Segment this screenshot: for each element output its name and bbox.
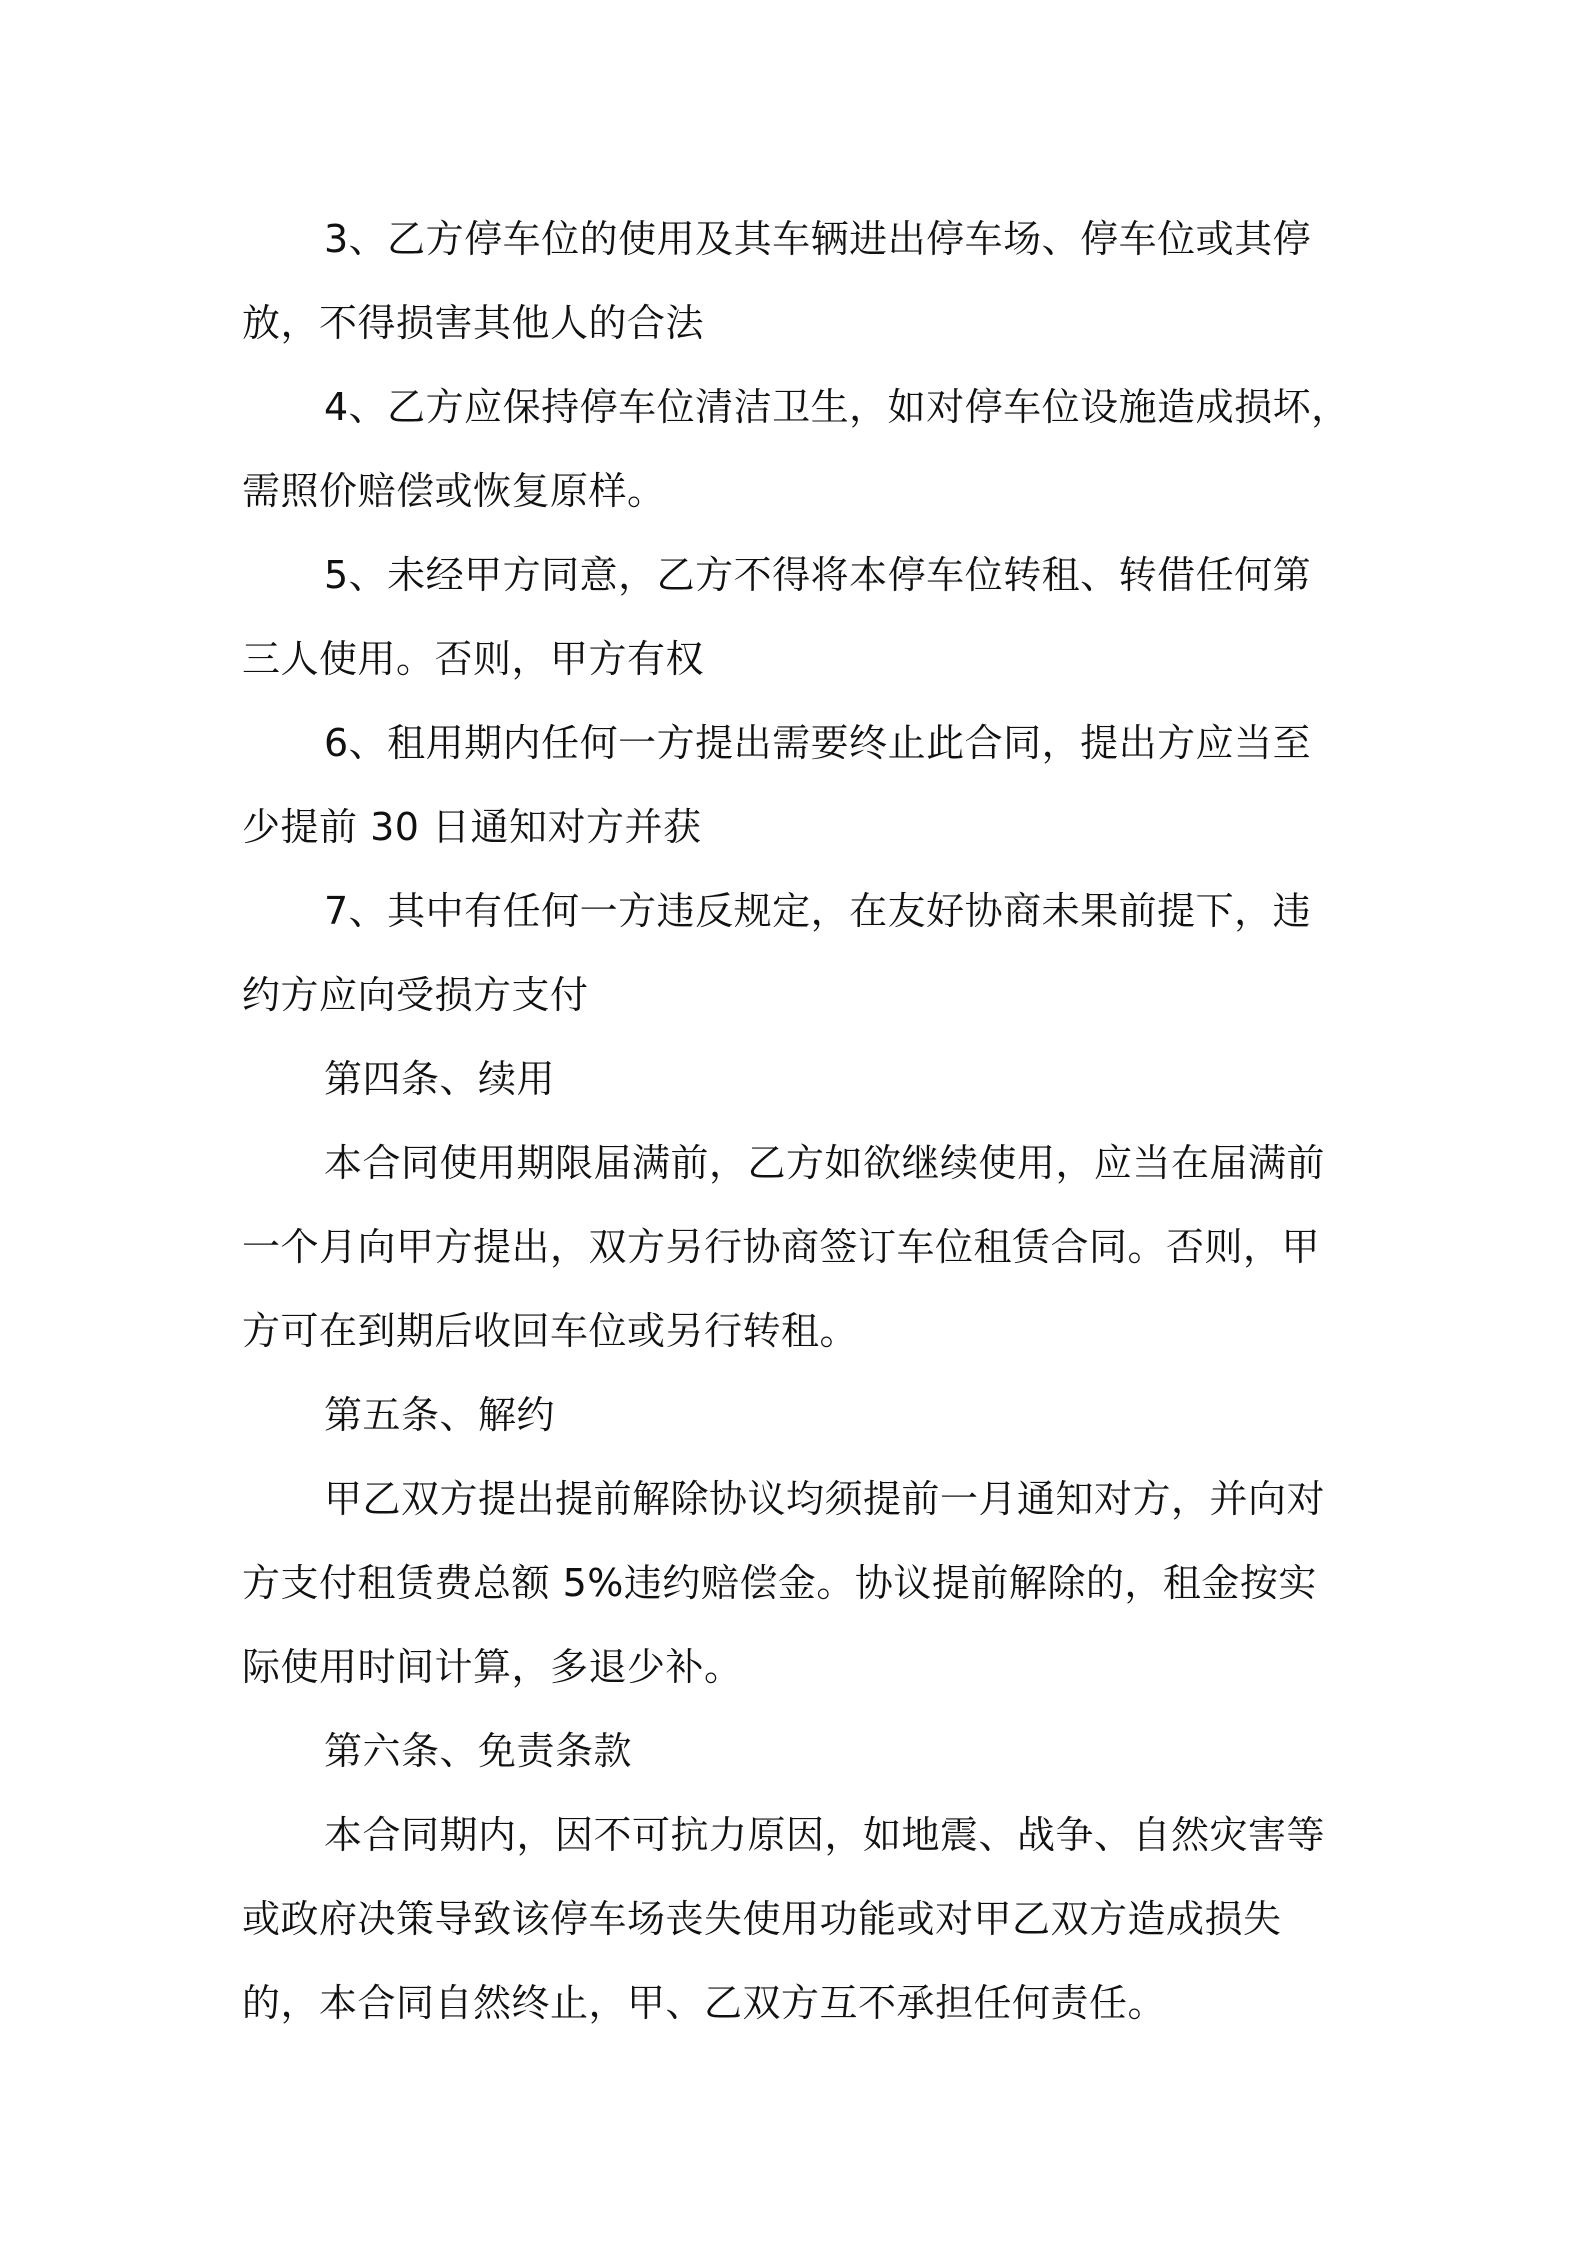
text-line: 一个月向甲方提出，双方另行协商签订车位租赁合同。否则，甲	[242, 1225, 1321, 1269]
text-line: 需照价赔偿或恢复原样。	[242, 469, 666, 513]
text-line: 第五条、解约	[324, 1393, 556, 1437]
document-body	[242, 197, 1357, 2045]
text-line: 本合同使用期限届满前，乙方如欲继续使用，应当在届满前	[324, 1141, 1326, 1185]
paragraph	[242, 1457, 1357, 1709]
text-line: 第六条、免责条款	[324, 1729, 633, 1773]
text-line: 5、未经甲方同意，乙方不得将本停车位转租、转借任何第	[324, 553, 1312, 597]
text-line: 第四条、续用	[324, 1057, 556, 1101]
text-line: 少提前 30 日通知对方并获	[242, 805, 702, 849]
text-line: 或政府决策导致该停车场丧失使用功能或对甲乙双方造成损失	[242, 1897, 1282, 1941]
text-line: 放，不得损害其他人的合法	[242, 301, 705, 345]
paragraph	[242, 365, 1357, 533]
text-line: 约方应向受损方支付	[242, 973, 589, 1017]
paragraph	[242, 1121, 1357, 1373]
section-heading	[242, 1373, 1357, 1457]
text-line: 4、乙方应保持停车位清洁卫生，如对停车位设施造成损坏，	[324, 385, 1350, 429]
section-heading	[242, 1709, 1357, 1793]
section-heading	[242, 1037, 1357, 1121]
text-line: 方可在到期后收回车位或另行转租。	[242, 1309, 859, 1353]
paragraph	[242, 701, 1357, 869]
text-line: 7、其中有任何一方违反规定，在友好协商未果前提下，违	[324, 889, 1312, 933]
paragraph	[242, 197, 1357, 365]
text-line: 方支付租赁费总额 5%违约赔偿金。协议提前解除的，租金按实	[242, 1561, 1317, 1605]
text-line: 3、乙方停车位的使用及其车辆进出停车场、停车位或其停	[324, 217, 1312, 261]
text-line: 际使用时间计算，多退少补。	[242, 1645, 743, 1689]
text-line: 三人使用。否则，甲方有权	[242, 637, 705, 681]
text-line: 本合同期内，因不可抗力原因，如地震、战争、自然灾害等	[324, 1813, 1326, 1857]
paragraph	[242, 533, 1357, 701]
paragraph	[242, 869, 1357, 1037]
paragraph	[242, 1793, 1357, 2045]
text-line: 甲乙双方提出提前解除协议均须提前一月通知对方，并向对	[324, 1477, 1326, 1521]
text-line: 的，本合同自然终止，甲、乙双方互不承担任何责任。	[242, 1981, 1167, 2025]
text-line: 6、租用期内任何一方提出需要终止此合同，提出方应当至	[324, 721, 1312, 765]
